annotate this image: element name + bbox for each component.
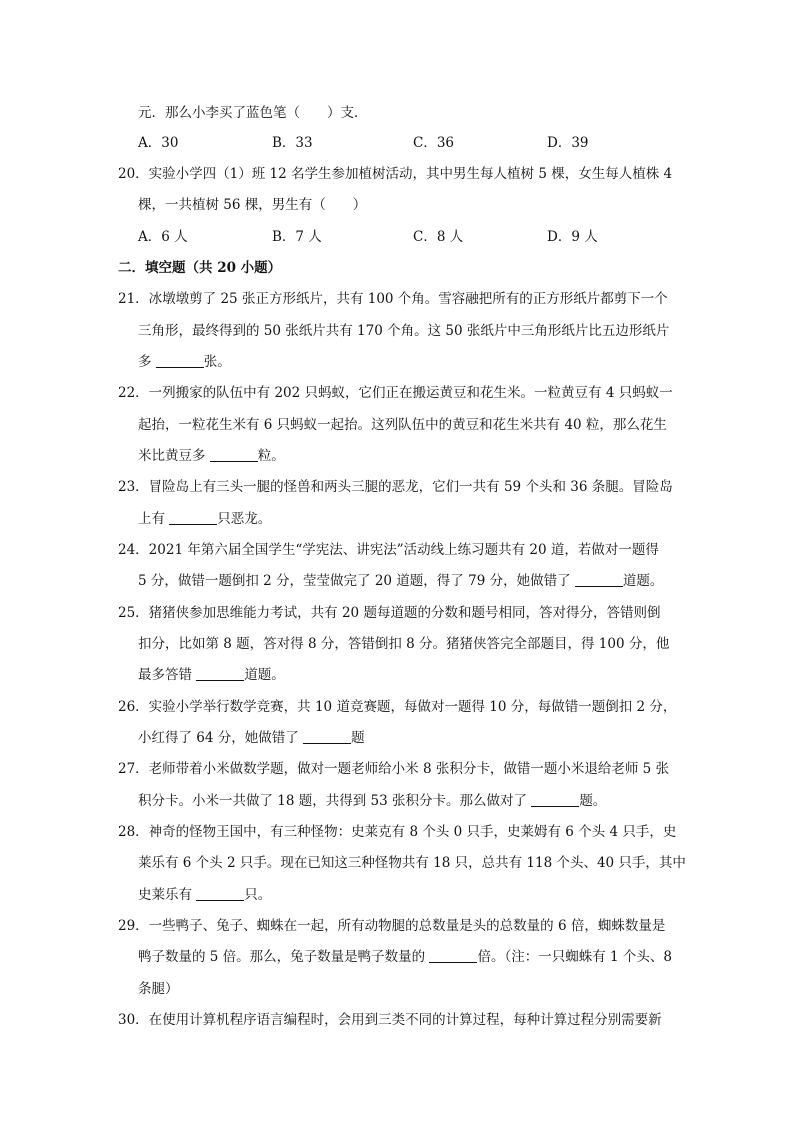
- q27-line1: 27．老师带着小米做数学题，做对一题老师给小米 8 张积分卡，做错一题小米退给老师 5 张: [118, 761, 670, 777]
- q24-line2: [138, 571, 663, 591]
- q20-line2: 棵，一共植树 56 棵，男生有（ ）: [138, 197, 367, 213]
- q19-option-b: B．33: [272, 135, 313, 151]
- answer-blank[interactable]: [196, 886, 244, 901]
- q25-line2: 扣分，比如第 8 题，答对得 8 分，答错倒扣 8 分。猪猪侠答完全部题目，得 100 分，他: [138, 636, 670, 652]
- q19-option-a: A．30: [138, 135, 179, 151]
- q28-line2: 莱乐有 6 个头 2 只手。现在已知这三种怪物共有 18 只，总共有 118 个头、40 只手，其中: [138, 855, 686, 871]
- q23-suffix: 只恶龙。: [217, 511, 272, 527]
- q19-option-c: C．36: [413, 135, 455, 151]
- q29-suffix: 倍。（注：一只蜘蛛有 1 个头、8: [477, 949, 672, 965]
- q27-text: 积分卡。小米一共做了 18 题，共得到 53 张积分卡。那么做对了: [138, 793, 532, 809]
- q30-line1: 30．在使用计算机程序语言编程时，会用到三类不同的计算过程，每种计算过程分别需要新: [118, 1012, 662, 1028]
- answer-blank[interactable]: [156, 353, 204, 368]
- q26-text: 小红得了 64 分，她做错了: [138, 730, 304, 746]
- q24-suffix: 道题。: [622, 573, 664, 589]
- q21-line3: [138, 352, 231, 372]
- q29-text: 鸭子数量的 5 倍。那么，兔子数量是鸭子数量的: [138, 949, 430, 965]
- q22-line2: 起抬，一粒花生米有 6 只蚂蚁一起抬。这列队伍中的黄豆和花生米共有 40 粒，那么花生: [138, 417, 667, 433]
- answer-blank[interactable]: [531, 792, 579, 807]
- q28-text: 史莱乐有: [138, 887, 197, 903]
- answer-blank[interactable]: [303, 729, 351, 744]
- q27-line2: [138, 791, 606, 811]
- q22-line1: 22．一列搬家的队伍中有 202 只蚂蚁，它们正在搬运黄豆和花生米。一粒黄豆有 4 只蚂蚁一: [118, 385, 673, 401]
- q21-text: 多: [138, 354, 156, 370]
- q23-text: 上有: [138, 511, 170, 527]
- q22-line3: [138, 446, 285, 466]
- q22-text: 米比黄豆多: [138, 448, 210, 464]
- q20-option-a: A．6 人: [138, 229, 188, 245]
- q20-line1: 20．实验小学四（1）班 12 名学生参加植树活动，其中男生每人植树 5 棵，女生每人植株 4: [118, 166, 673, 182]
- q29-line3: 条腿）: [138, 981, 179, 997]
- q23-line1: 23．冒险岛上有三头一腿的怪兽和两头三腿的恶龙，它们一共有 59 个头和 36 条腿。冒险岛: [118, 479, 673, 495]
- section-title: 二．填空题（共 20 小题）: [118, 260, 282, 276]
- q26-line1: 26．实验小学举行数学竞赛，共 10 道竞赛题，每做对一题得 10 分，每做错一题倒扣 2 分，: [118, 699, 677, 715]
- q27-suffix: 题。: [579, 793, 607, 809]
- answer-blank[interactable]: [210, 447, 258, 462]
- q26-suffix: 题: [351, 730, 365, 746]
- q29-line1: 29．一些鸭子、兔子、蜘蛛在一起，所有动物腿的总数量是头的总数量的 6 倍，蜘蛛数量是: [118, 918, 666, 934]
- q20-option-b: B．7 人: [272, 229, 322, 245]
- answer-blank[interactable]: [196, 666, 244, 681]
- q22-suffix: 粒。: [257, 448, 285, 464]
- q25-line3: [138, 665, 285, 685]
- answer-blank[interactable]: [169, 510, 217, 525]
- q23-line2: [138, 509, 271, 529]
- q28-line3: [138, 885, 271, 905]
- q28-suffix: 只。: [244, 887, 272, 903]
- q19-tail: 元．那么小李买了蓝色笔（ ）支．: [138, 105, 368, 121]
- q25-text: 最多答错: [138, 667, 197, 683]
- answer-blank[interactable]: [575, 572, 623, 587]
- q28-line1: 28．神奇的怪物王国中，有三种怪物：史莱克有 8 个头 0 只手，史莱姆有 6 个头 4 只手，史: [118, 824, 677, 840]
- q20-option-d: D．9 人: [547, 229, 598, 245]
- q29-line2: [138, 947, 672, 967]
- answer-blank[interactable]: [429, 948, 477, 963]
- q20-option-c: C．8 人: [413, 229, 464, 245]
- q26-line2: [138, 728, 365, 748]
- q25-suffix: 道题。: [244, 667, 285, 683]
- q21-line2: 三角形，最终得到的 50 张纸片共有 170 个角。这 50 张纸片中三角形纸片比五边形纸片: [138, 323, 670, 339]
- q24-text: 5 分，做错一题倒扣 2 分，莹莹做完了 20 道题，得了 79 分，她做错了: [138, 573, 575, 589]
- q21-line1: 21．冰墩墩剪了 25 张正方形纸片，共有 100 个角。雪容融把所有的正方形纸片都剪下一个: [118, 291, 668, 307]
- q24-line1: 24．2021 年第六届全国学生“学宪法、讲宪法”活动线上练习题共有 20 道，若做对一题得: [118, 542, 659, 558]
- q19-option-d: D．39: [547, 135, 589, 151]
- q21-suffix: 张。: [203, 354, 231, 370]
- q25-line1: 25．猪猪侠参加思维能力考试，共有 20 题每道题的分数和题号相同，答对得分，答错则倒: [118, 605, 661, 621]
